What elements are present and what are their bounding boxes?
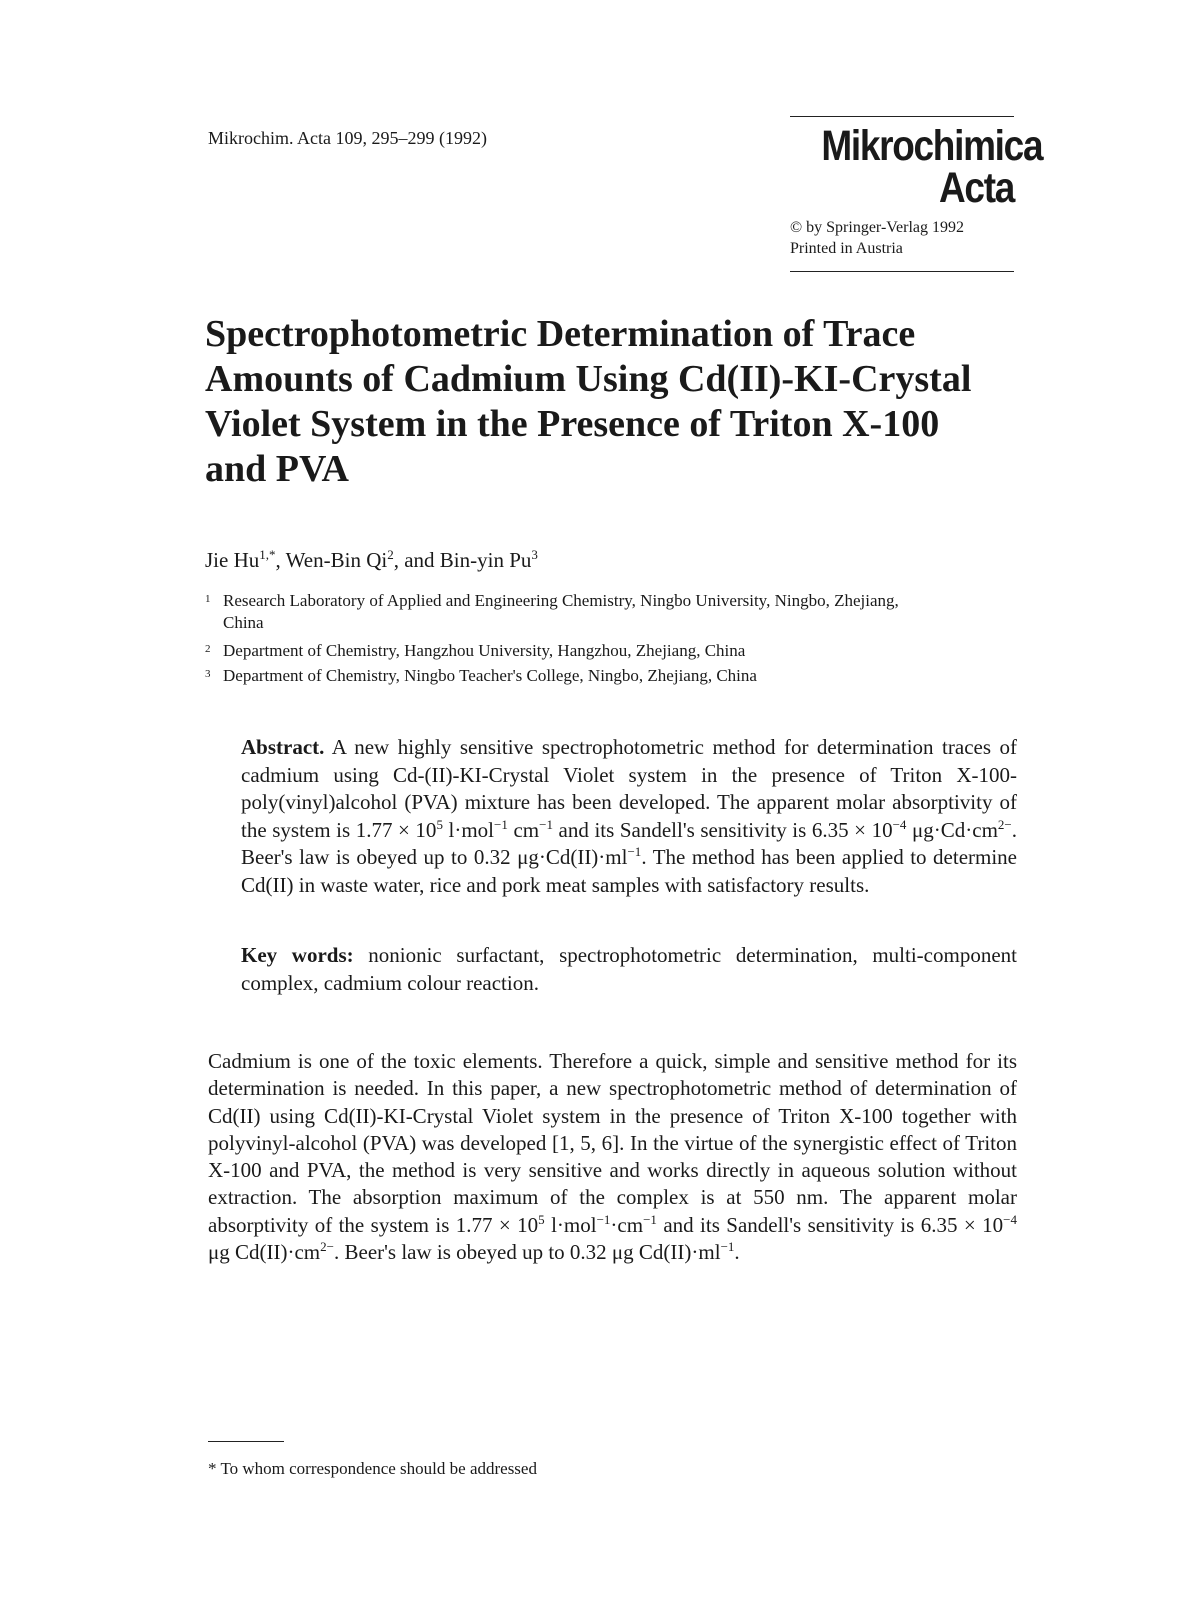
affiliation: [205, 640, 1025, 662]
abstract: [241, 734, 1017, 899]
author-name: Wen-Bin Qi: [285, 548, 388, 572]
abstract-text: and its Sandell's sensitivity is 6.35 × 10: [552, 817, 893, 842]
title-line: Spectrophotometric Determination of Trace: [205, 313, 916, 355]
body-text: μg Cd(II)·cm: [208, 1240, 321, 1265]
printed-notice: Printed in Austria: [790, 240, 903, 257]
abstract-text: A new highly sensitive spectrophotometric method for determination traces of cadmium using Cd-(II)-KI-Crystal Violet system in the presence of Triton X-100-poly(vinyl)alcohol (PVA) mixture has been developed. The apparent molar absorptivity of the system is 1.77 × 10: [241, 735, 1017, 842]
abstract-text: . The method has been applied to determine Cd(II) in waste water, rice and pork meat samples with satisfactory results.: [241, 845, 1017, 897]
journal-masthead: [790, 116, 1043, 272]
abstract-text: μg·Cd·cm: [906, 817, 998, 842]
footnote-rule: [208, 1441, 284, 1442]
superscript: 5: [436, 816, 443, 832]
affiliation-line: Department of Chemistry, Hangzhou University, Hangzhou, Zhejiang, China: [223, 641, 746, 660]
keywords-text: nonionic surfactant, spectrophotometric determination, multi-component complex, cadmium colour reaction.: [241, 943, 1017, 995]
body-text: . Beer's law is obeyed up to 0.32 μg Cd(II)·ml: [334, 1240, 721, 1265]
author-separator: ,: [275, 548, 286, 572]
superscript: 2−: [997, 816, 1012, 832]
superscript: 2−: [320, 1239, 334, 1255]
body-paragraph: [208, 1048, 1017, 1266]
affiliation-line: Department of Chemistry, Ningbo Teacher's College, Ningbo, Zhejiang, China: [223, 666, 757, 685]
body-text: .: [734, 1240, 740, 1265]
body-text: l·mol: [544, 1212, 597, 1237]
abstract-text: l·mol: [442, 817, 495, 842]
superscript: −1: [643, 1211, 657, 1227]
affiliation-number: 2: [205, 643, 211, 655]
author-list: [205, 548, 538, 573]
superscript: −1: [720, 1239, 735, 1255]
keywords-label: Key words:: [241, 943, 354, 967]
abstract-text: . Beer's law is obeyed up to 0.32 μg·Cd(II)·ml: [241, 817, 1018, 869]
author-affiliation-mark: 1,*: [259, 547, 276, 562]
title-line: Amounts of Cadmium Using Cd(II)-KI-Crystal: [205, 358, 972, 400]
journal-logo-line1: Mikrochimica: [821, 122, 1043, 170]
superscript: −1: [494, 816, 508, 832]
journal-logo-line2: Acta: [939, 164, 1014, 212]
affiliation-line: Research Laboratory of Applied and Engineering Chemistry, Ningbo University, Ningbo, Zhejiang,: [223, 591, 899, 610]
author-name: Bin-yin Pu: [439, 548, 532, 572]
abstract-text: cm: [507, 817, 540, 842]
superscript: −4: [1003, 1211, 1017, 1227]
footnote: * To whom correspondence should be addressed: [208, 1459, 537, 1478]
body-text: and its Sandell's sensitivity is 6.35 × 10: [656, 1212, 1004, 1237]
superscript: 5: [538, 1211, 545, 1227]
body-text: ·cm: [610, 1212, 644, 1237]
superscript: −4: [892, 816, 907, 832]
title-line: Violet System in the Presence of Triton X-100: [205, 403, 940, 445]
superscript: −1: [539, 816, 553, 832]
masthead-top-rule: [790, 116, 1014, 117]
abstract-label: Abstract.: [241, 735, 325, 759]
copyright-notice: © by Springer-Verlag 1992: [790, 219, 965, 236]
body-text: Cadmium is one of the toxic elements. Therefore a quick, simple and sensitive method for its determination is needed. In this paper, a new spectrophotometric method of determination of Cd(II) using Cd(II)-KI-Crystal Violet system in the presence of Triton X-100 together with polyvinyl-alcohol (PVA) was developed [1, 5, 6]. In the virtue of the synergistic effect of Triton X-100 and PVA, the method is very sensitive and works directly in aqueous solution without extraction. The absorption maximum of the complex is at 550 nm. The apparent molar absorptivity of the system is 1.77 × 10: [208, 1049, 1017, 1237]
affiliation-text: [223, 590, 1023, 634]
affiliation: [205, 665, 1025, 687]
author-affiliation-mark: 3: [531, 547, 538, 562]
author-separator: , and: [393, 548, 440, 572]
affiliation-number: 1: [205, 593, 211, 605]
author-name: Jie Hu: [205, 548, 260, 572]
superscript: −1: [596, 1211, 611, 1227]
superscript: −1: [627, 844, 642, 859]
affiliation-line: China: [223, 613, 264, 632]
author-affiliation-mark: 2: [387, 547, 394, 562]
affiliation-number: 3: [205, 668, 211, 680]
paper-title: [205, 312, 1025, 492]
journal-citation: Mikrochim. Acta 109, 295–299 (1992): [208, 128, 487, 148]
title-line: and PVA: [205, 448, 349, 490]
keywords: [241, 942, 1017, 997]
affiliation: [205, 590, 1025, 634]
masthead-bottom-rule: [790, 271, 1014, 272]
